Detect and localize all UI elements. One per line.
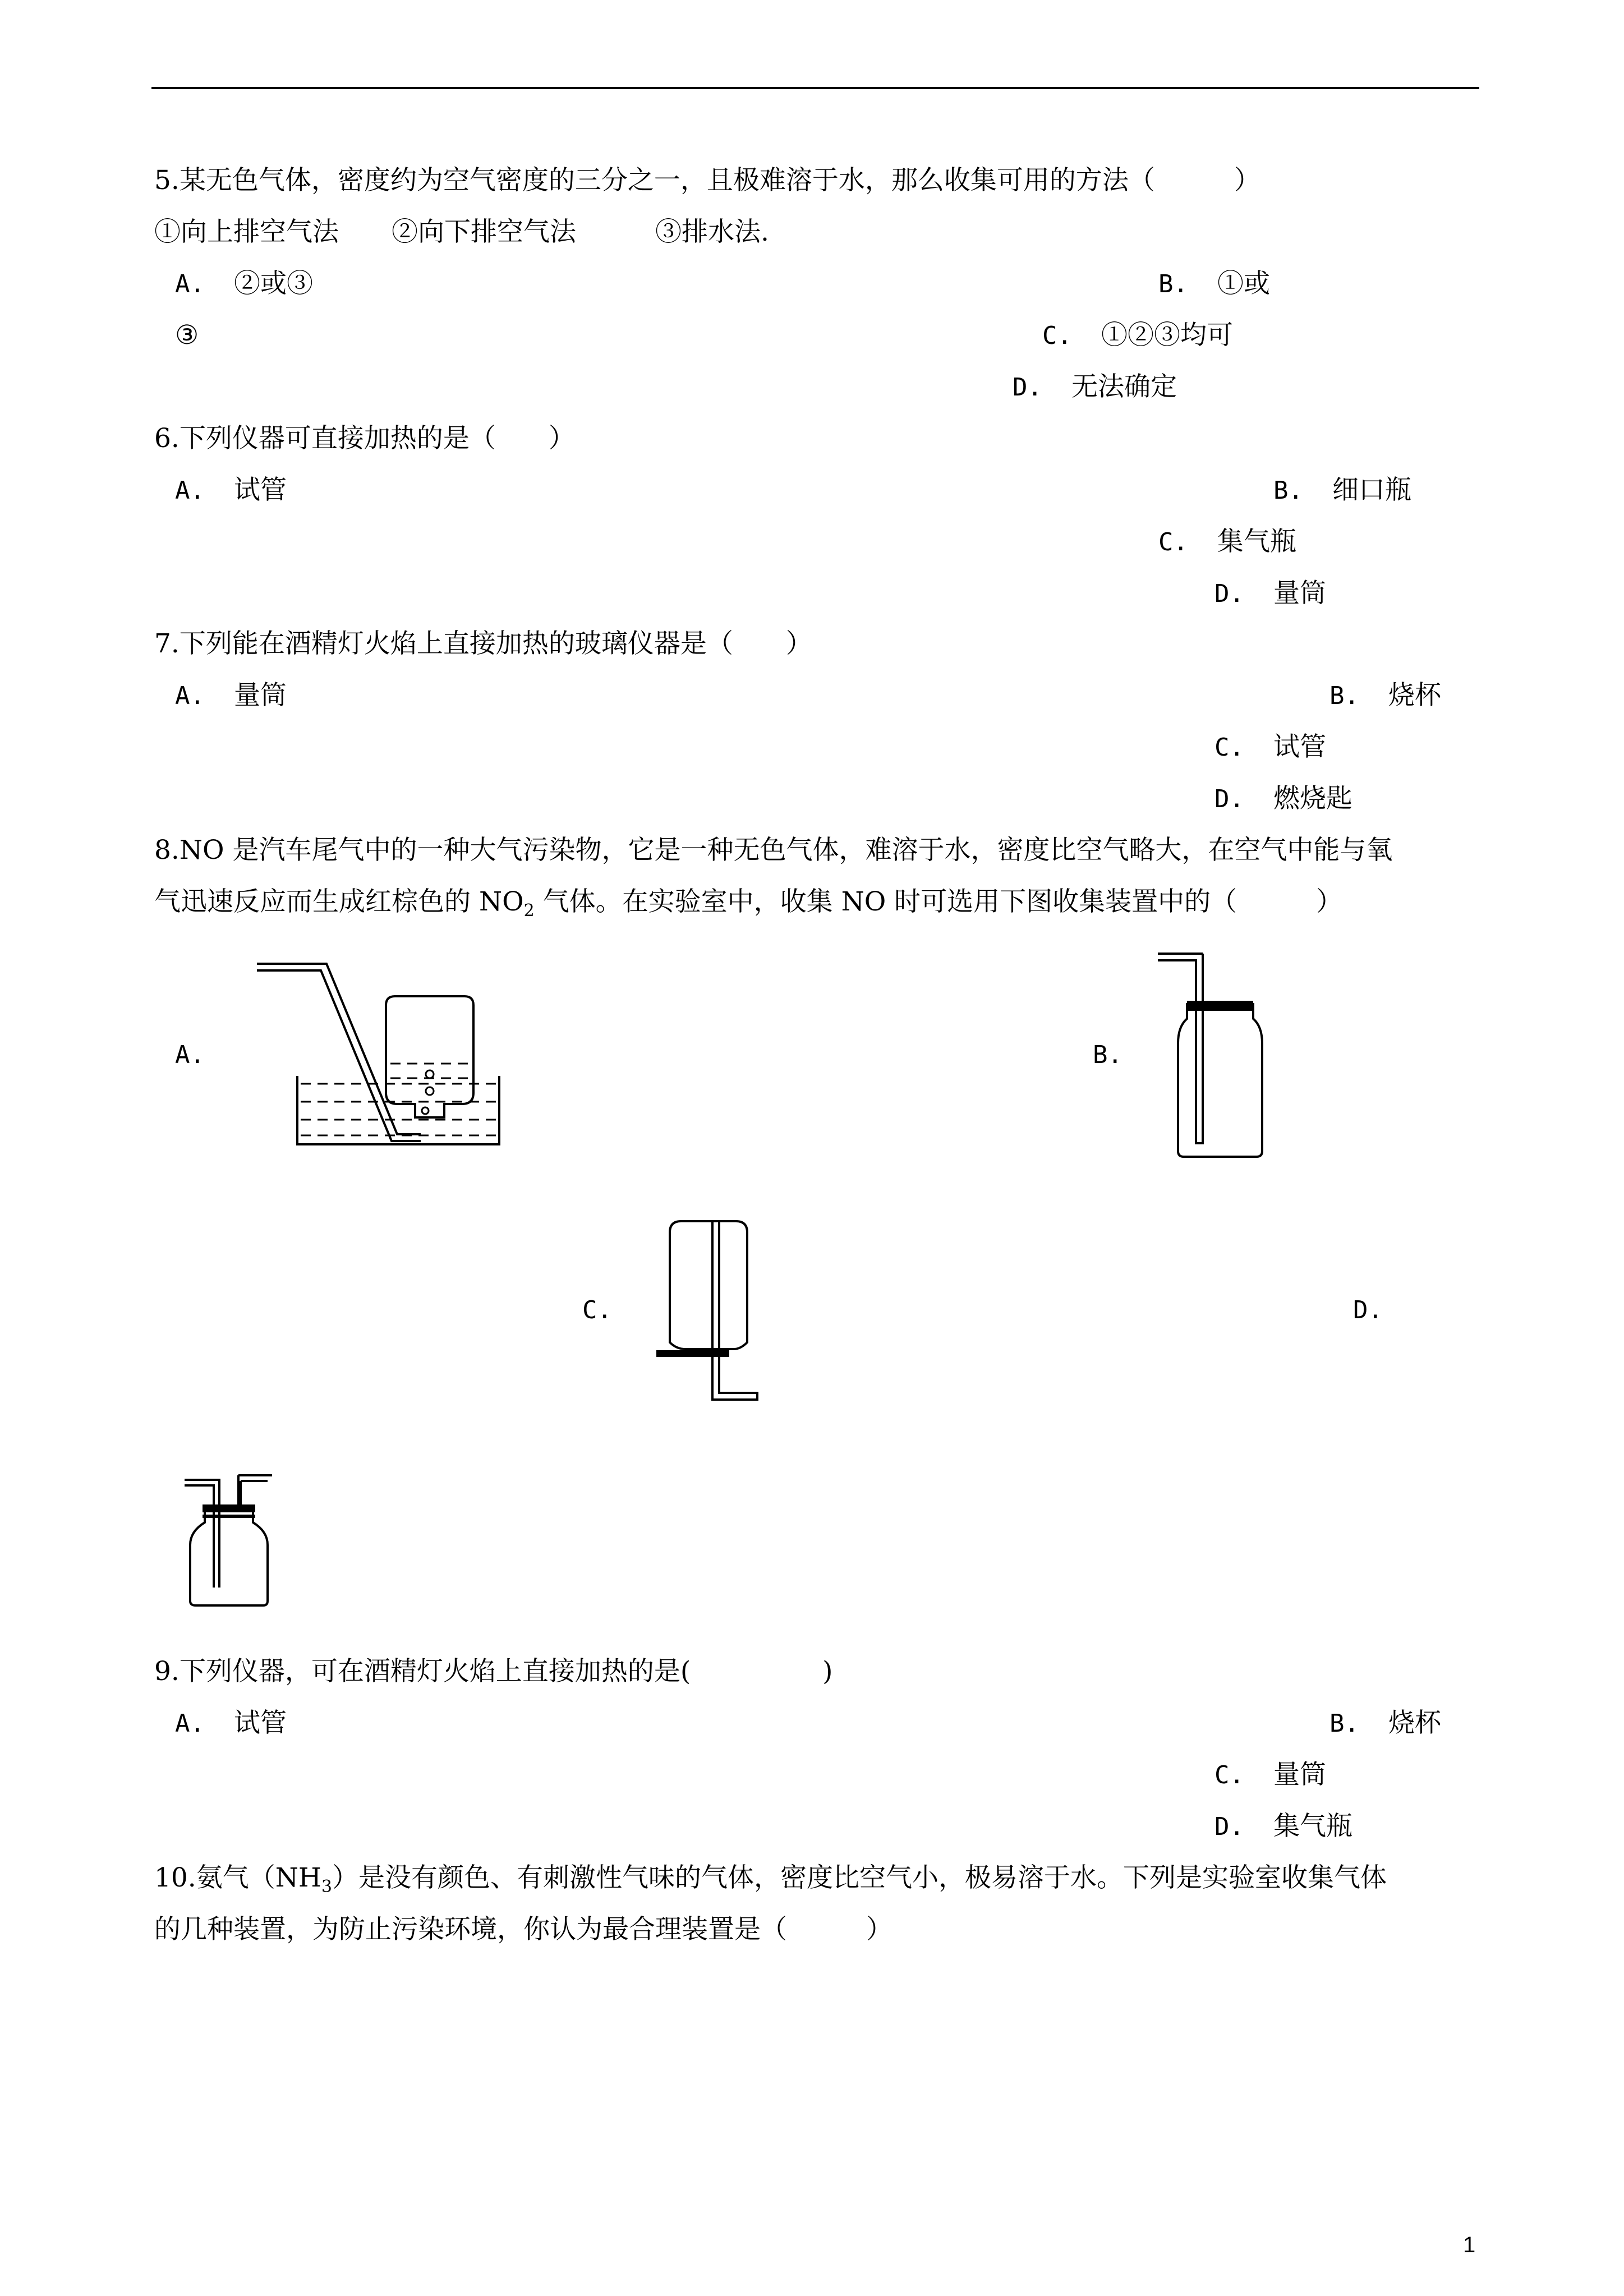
q9-option-d[interactable] bbox=[1214, 1810, 1352, 1844]
option-text: 量筒 bbox=[234, 680, 287, 711]
q5-option-a[interactable] bbox=[175, 267, 313, 301]
option-letter: D. bbox=[1013, 373, 1042, 402]
q5-option-c[interactable] bbox=[1042, 319, 1233, 353]
q10-stem-line2: 的几种装置，为防止污染环境，你认为最合理装置是（ ） bbox=[154, 1914, 892, 1945]
q6-option-c[interactable] bbox=[1158, 525, 1296, 559]
q6-option-b[interactable] bbox=[1273, 473, 1411, 508]
option-letter: A. bbox=[175, 270, 205, 298]
option-text: 烧杯 bbox=[1388, 680, 1441, 711]
q7-option-d[interactable] bbox=[1214, 782, 1352, 816]
q8-option-a[interactable] bbox=[175, 1038, 234, 1072]
q8-option-c[interactable] bbox=[582, 1293, 641, 1327]
option-text: 燃烧匙 bbox=[1273, 783, 1352, 814]
stopper bbox=[203, 1504, 255, 1512]
option-text: 集气瓶 bbox=[1217, 526, 1296, 557]
option-letter: C. bbox=[582, 1296, 612, 1324]
q7-option-b[interactable] bbox=[1329, 679, 1441, 713]
apparatus-d-gas-washing-bottle bbox=[182, 1475, 278, 1610]
option-letter: A. bbox=[175, 476, 205, 505]
q8-option-b[interactable] bbox=[1093, 1038, 1152, 1072]
option-letter: A. bbox=[175, 1709, 205, 1738]
q9-option-a[interactable] bbox=[175, 1706, 287, 1741]
option-text: 集气瓶 bbox=[1273, 1811, 1352, 1842]
q6-stem: 6.下列仪器可直接加热的是（ ） bbox=[154, 423, 575, 454]
option-text: ③ bbox=[175, 320, 199, 351]
option-letter: D. bbox=[1214, 579, 1244, 608]
option-text: 试管 bbox=[234, 1708, 287, 1738]
option-letter: A. bbox=[175, 682, 205, 710]
subscript: 2 bbox=[523, 901, 535, 921]
q10-stem-line1 bbox=[154, 1861, 1387, 1904]
option-letter: C. bbox=[1158, 528, 1188, 556]
option-letter: D. bbox=[1214, 1812, 1244, 1841]
option-letter: B. bbox=[1273, 476, 1303, 505]
option-text: ①或 bbox=[1217, 268, 1270, 299]
option-text: 试管 bbox=[1273, 731, 1326, 762]
q9-stem: 9.下列仪器，可在酒精灯火焰上直接加热的是( ) bbox=[154, 1656, 833, 1687]
stopper bbox=[1187, 1001, 1253, 1009]
q7-option-c[interactable] bbox=[1214, 730, 1326, 765]
option-letter: B. bbox=[1093, 1041, 1122, 1069]
option-text: 量筒 bbox=[1273, 1759, 1326, 1790]
option-letter: B. bbox=[1158, 270, 1188, 298]
option-text: 无法确定 bbox=[1071, 371, 1177, 402]
q10-stem-line1-a: 10.氨气（NH bbox=[154, 1862, 321, 1893]
q6-option-d[interactable] bbox=[1214, 577, 1326, 611]
q7-stem: 7.下列能在酒精灯火焰上直接加热的玻璃仪器是（ ） bbox=[154, 628, 812, 659]
option-letter: C. bbox=[1042, 321, 1072, 350]
q8-option-d[interactable] bbox=[1353, 1293, 1412, 1327]
page-number: 1 bbox=[1463, 2233, 1476, 2257]
option-text: 细口瓶 bbox=[1332, 475, 1411, 505]
q6-option-a[interactable] bbox=[175, 473, 287, 508]
q8-stem-line2 bbox=[154, 885, 1342, 928]
option-text: ①②③均可 bbox=[1101, 320, 1233, 351]
option-letter: B. bbox=[1329, 1709, 1359, 1738]
option-text: 试管 bbox=[234, 475, 287, 505]
option-text: ②或③ bbox=[234, 268, 313, 299]
q9-option-c[interactable] bbox=[1214, 1758, 1326, 1792]
option-letter: C. bbox=[1214, 1761, 1244, 1789]
option-text: 量筒 bbox=[1273, 578, 1326, 609]
stopper bbox=[656, 1350, 729, 1357]
apparatus-b-upward-collection bbox=[1156, 954, 1268, 1161]
q10-stem-line1-b: ）是没有颜色、有刺激性气味的气体，密度比空气小，极易溶于水。下列是实验室收集气体 bbox=[332, 1862, 1387, 1893]
apparatus-a-water-displacement bbox=[247, 954, 505, 1156]
q5-option-b-wrap bbox=[175, 319, 199, 352]
option-letter: C. bbox=[1214, 733, 1244, 762]
q8-stem-line2-a: 气迅速反应而生成红棕色的 NO bbox=[154, 886, 524, 917]
option-letter: D. bbox=[1353, 1296, 1383, 1324]
q9-option-b[interactable] bbox=[1329, 1706, 1441, 1741]
q5-option-d[interactable] bbox=[1013, 370, 1177, 404]
option-letter: A. bbox=[175, 1041, 205, 1069]
q5-methods: ①向上排空气法 ②向下排空气法 ③排水法. bbox=[154, 217, 769, 247]
option-letter: B. bbox=[1329, 682, 1359, 710]
q8-stem-line1: 8.NO 是汽车尾气中的一种大气污染物，它是一种无色气体，难溶于水，密度比空气略大，在空气中能与氧 bbox=[154, 835, 1393, 866]
option-text: 烧杯 bbox=[1388, 1708, 1441, 1738]
q8-stem-line2-b: 气体。在实验室中，收集 NO 时可选用下图收集装置中的（ ） bbox=[534, 886, 1343, 917]
subscript: 3 bbox=[321, 1877, 332, 1897]
header-rule bbox=[151, 87, 1479, 89]
apparatus-c-downward-collection bbox=[656, 1214, 769, 1416]
q5-stem: 5.某无色气体，密度约为空气密度的三分之一，且极难溶于水，那么收集可用的方法（ ） bbox=[154, 165, 1260, 196]
q7-option-a[interactable] bbox=[175, 679, 287, 713]
option-letter: D. bbox=[1214, 785, 1244, 813]
q5-option-b[interactable] bbox=[1158, 267, 1270, 301]
